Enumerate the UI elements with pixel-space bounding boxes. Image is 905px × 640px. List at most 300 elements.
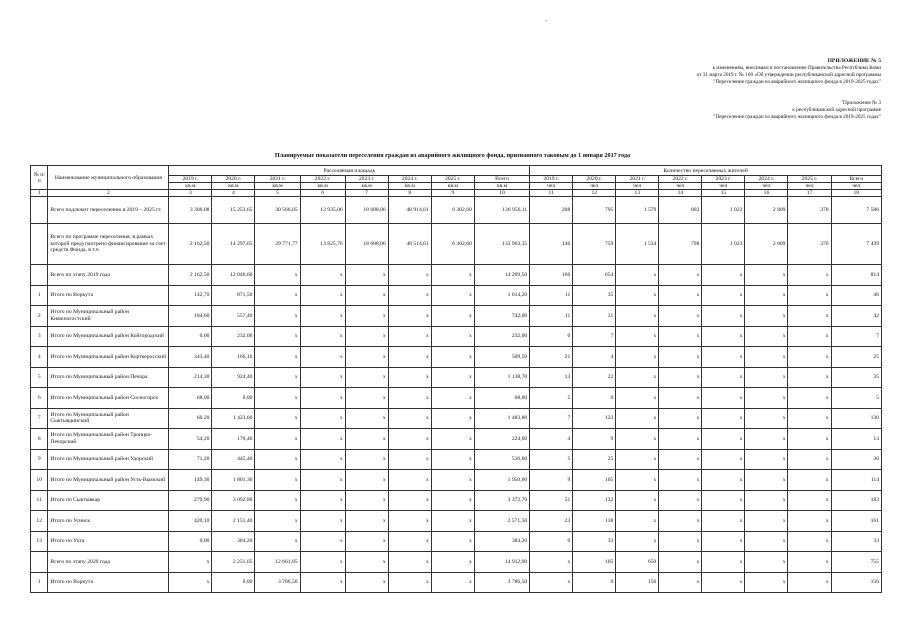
row-value: x — [616, 306, 659, 327]
row-name: Итого по Муниципальный район Корткеросский — [48, 347, 169, 368]
row-value: x — [702, 531, 745, 552]
area-year-header: 2025 г. — [431, 176, 474, 183]
column-index: 18 — [831, 190, 881, 197]
row-value: x — [702, 490, 745, 511]
people-group-header: Количество переселяемых жителей — [530, 166, 882, 176]
row-value: x — [388, 347, 431, 368]
row-name: Итого по Муниципальный район Троицко-Печорский — [48, 429, 169, 450]
row-value: 557,40 — [212, 306, 255, 327]
column-index: 1 — [31, 190, 48, 197]
row-value: x — [388, 306, 431, 327]
row-value: 1 483,80 — [474, 408, 529, 429]
row-value: x — [702, 285, 745, 306]
row-value: x — [345, 552, 388, 573]
table-row — [31, 306, 882, 327]
row-value: x — [345, 367, 388, 388]
row-value: x — [659, 572, 702, 593]
row-value: 7 586 — [831, 197, 881, 224]
row-value: 1 534 — [616, 224, 659, 265]
row-value: x — [745, 326, 788, 347]
row-value: 48 514,61 — [388, 224, 431, 265]
appendix-header — [551, 58, 881, 121]
row-value: 133 963,35 — [474, 224, 529, 265]
row-value: x — [745, 306, 788, 327]
row-value: 1 023 — [702, 224, 745, 265]
row-value: 130 — [831, 408, 881, 429]
row-value: x — [255, 429, 300, 450]
row-name: Всего по программе переселения, в рамках которой предусмотрено финансирование за счет средств Фонда, в т.ч. — [48, 224, 169, 265]
row-value: x — [300, 429, 345, 450]
row-value: x — [388, 490, 431, 511]
row-number: 9 — [31, 449, 48, 470]
row-value: x — [431, 470, 474, 491]
row-value: x — [345, 408, 388, 429]
column-index: 10 — [474, 190, 529, 197]
table-row — [31, 449, 882, 470]
table-row — [31, 347, 882, 368]
row-value: x — [616, 511, 659, 532]
row-value: x — [431, 326, 474, 347]
unit-header: чел — [788, 183, 831, 190]
table-row — [31, 388, 882, 409]
row-number: 8 — [31, 429, 48, 450]
row-value: x — [659, 265, 702, 286]
row-value: x — [431, 429, 474, 450]
row-value: 25 — [573, 449, 616, 470]
row-value: x — [745, 408, 788, 429]
row-value: x — [788, 285, 831, 306]
row-value: 35 — [573, 285, 616, 306]
row-value: x — [255, 408, 300, 429]
row-value: 445,40 — [212, 449, 255, 470]
row-value: 1 950,60 — [474, 470, 529, 491]
row-value: x — [388, 265, 431, 286]
row-value: x — [431, 511, 474, 532]
row-value: x — [431, 388, 474, 409]
row-value: 11 — [530, 306, 573, 327]
row-value: x — [300, 326, 345, 347]
row-value: 0 — [530, 326, 573, 347]
row-value: 871,50 — [212, 285, 255, 306]
row-value: 7 439 — [831, 224, 881, 265]
row-value: 156 — [831, 572, 881, 593]
row-name: Всего подлежит переселению в 2019 – 2025 гг. — [48, 197, 169, 224]
row-value: x — [255, 306, 300, 327]
table-row — [31, 531, 882, 552]
appendix-line: "Переселение граждан из аварийного жилищного фонда в 2019-2025 годах" — [713, 79, 881, 85]
stray-mark: - — [545, 16, 548, 25]
row-value: 54,20 — [169, 429, 212, 450]
area-group-header: Расселяемая площадь — [169, 166, 530, 176]
row-value: 2 162,50 — [169, 224, 212, 265]
area-year-header: 2019 г. — [169, 176, 212, 183]
table-row — [31, 224, 882, 265]
table-row — [31, 511, 882, 532]
unit-header: кв.м — [212, 183, 255, 190]
column-index: 14 — [659, 190, 702, 197]
row-value: 60,20 — [169, 408, 212, 429]
row-value: x — [788, 449, 831, 470]
row-value: 0,00 — [169, 531, 212, 552]
row-value: 68,00 — [169, 388, 212, 409]
row-value: x — [788, 511, 831, 532]
row-value: 1 014,20 — [474, 285, 529, 306]
row-value: 18 688,06 — [345, 197, 388, 224]
people-year-header: 2020 г. — [573, 176, 616, 183]
unit-header: кв.м — [169, 183, 212, 190]
unit-header: чел — [831, 183, 881, 190]
row-value: x — [788, 490, 831, 511]
row-number — [31, 552, 48, 573]
row-value: x — [530, 572, 573, 593]
row-value: x — [345, 265, 388, 286]
row-value: x — [788, 306, 831, 327]
row-value: 1 423,60 — [212, 408, 255, 429]
people-year-header: 2021 г. — [616, 176, 659, 183]
row-value: x — [300, 490, 345, 511]
row-value: x — [616, 285, 659, 306]
row-value: 214,30 — [169, 367, 212, 388]
row-value: x — [431, 285, 474, 306]
row-value: 208 — [530, 197, 573, 224]
appendix2-line: "Приложение № 3 — [840, 100, 881, 106]
row-value: x — [616, 326, 659, 347]
row-value: x — [300, 347, 345, 368]
table-row — [31, 552, 882, 573]
row-value: 12 935,06 — [300, 197, 345, 224]
row-value: x — [702, 408, 745, 429]
row-value: 105 — [573, 552, 616, 573]
appendix-title: ПРИЛОЖЕНИЕ № 5 — [827, 58, 881, 64]
row-value: 14 912,90 — [474, 552, 529, 573]
row-value: 12 661,85 — [255, 552, 300, 573]
table-row — [31, 470, 882, 491]
column-index: 7 — [345, 190, 388, 197]
row-value: 14 209,50 — [474, 265, 529, 286]
row-value: x — [255, 470, 300, 491]
row-value: 2 151,40 — [212, 511, 255, 532]
unit-header: кв.м — [345, 183, 388, 190]
people-total-header: Всего — [831, 176, 881, 183]
appendix-line: к изменениям, вносимым в постановление Правительства Республики Коми — [712, 65, 881, 71]
row-value: x — [788, 552, 831, 573]
unit-header: кв.м — [300, 183, 345, 190]
row-value: x — [345, 388, 388, 409]
row-value: 5 — [831, 388, 881, 409]
row-value: x — [616, 449, 659, 470]
people-year-header: 2025 г. — [788, 176, 831, 183]
column-index: 4 — [212, 190, 255, 197]
area-year-header: 2021 г. — [255, 176, 300, 183]
row-value: x — [659, 470, 702, 491]
row-value: x — [702, 449, 745, 470]
row-value: x — [745, 265, 788, 286]
row-value: x — [702, 306, 745, 327]
row-value: x — [702, 388, 745, 409]
row-value: 30 566,05 — [255, 197, 300, 224]
row-value: x — [702, 326, 745, 347]
row-value: x — [745, 490, 788, 511]
row-value: x — [702, 265, 745, 286]
row-value: x — [702, 347, 745, 368]
row-value: x — [300, 511, 345, 532]
row-value: x — [788, 470, 831, 491]
row-value: x — [169, 552, 212, 573]
column-index: 17 — [788, 190, 831, 197]
column-index: 8 — [388, 190, 431, 197]
unit-header: кв.м — [431, 183, 474, 190]
table-row — [31, 197, 882, 224]
row-value: 1 023 — [702, 197, 745, 224]
row-value: x — [788, 531, 831, 552]
row-value: 183 — [831, 490, 881, 511]
row-value: x — [745, 285, 788, 306]
row-value: x — [388, 388, 431, 409]
row-value: 4 — [573, 347, 616, 368]
row-value: x — [255, 449, 300, 470]
row-value: 42 — [831, 306, 881, 327]
row-value: x — [388, 470, 431, 491]
row-name: Итого по Муниципальный район Усть-Вымский — [48, 470, 169, 491]
row-value: 48 914,61 — [388, 197, 431, 224]
row-value: x — [431, 449, 474, 470]
people-year-header: 2019 г. — [530, 176, 573, 183]
row-number — [31, 265, 48, 286]
row-value: 23 — [530, 511, 573, 532]
row-value: 33 — [831, 531, 881, 552]
row-value: 21 — [530, 347, 573, 368]
row-value: x — [431, 408, 474, 429]
row-value: 184,60 — [169, 306, 212, 327]
row-value: x — [616, 408, 659, 429]
row-value: 29 771,77 — [255, 224, 300, 265]
row-value: 0,00 — [212, 572, 255, 593]
row-value: x — [702, 367, 745, 388]
row-value: 0 — [530, 531, 573, 552]
row-value: x — [388, 511, 431, 532]
appendix-line: от 31 марта 2019 г. № 160 «Об утверждении республиканской адресной программы — [696, 72, 881, 78]
row-value: x — [345, 470, 388, 491]
row-value: 105 — [573, 470, 616, 491]
row-number: 5 — [31, 367, 48, 388]
row-name: Всего по этапу 2020 года — [48, 552, 169, 573]
row-value: 160 — [530, 265, 573, 286]
row-value: x — [659, 326, 702, 347]
row-value: x — [745, 429, 788, 450]
row-value: 14 297,65 — [212, 224, 255, 265]
row-value: x — [300, 531, 345, 552]
row-value: 68,00 — [474, 388, 529, 409]
row-value: 33 — [573, 531, 616, 552]
column-index: 9 — [431, 190, 474, 197]
row-value: x — [345, 449, 388, 470]
row-value: 7 — [831, 326, 881, 347]
row-value: 2 809 — [745, 224, 788, 265]
row-value: 1 138,70 — [474, 367, 529, 388]
row-value: x — [659, 552, 702, 573]
row-value: 11 — [530, 285, 573, 306]
row-value: x — [788, 388, 831, 409]
row-value: 22 — [573, 367, 616, 388]
row-value: 5 — [530, 388, 573, 409]
row-value: x — [788, 326, 831, 347]
row-value: x — [255, 511, 300, 532]
row-value: x — [300, 408, 345, 429]
column-index: 6 — [300, 190, 345, 197]
row-value: 3 786,50 — [474, 572, 529, 593]
row-value: x — [616, 367, 659, 388]
people-year-header: 2024 г. — [745, 176, 788, 183]
row-value: x — [788, 429, 831, 450]
row-value: x — [659, 490, 702, 511]
row-value: x — [659, 306, 702, 327]
row-value: x — [300, 470, 345, 491]
column-index: 15 — [702, 190, 745, 197]
column-index: 2 — [48, 190, 169, 197]
row-value: x — [255, 326, 300, 347]
row-value: 0,00 — [212, 388, 255, 409]
area-total-header: Всего — [474, 176, 529, 183]
row-value: 420,10 — [169, 511, 212, 532]
table-row — [31, 490, 882, 511]
row-value: x — [345, 511, 388, 532]
row-value: x — [345, 572, 388, 593]
row-value: 13 — [831, 429, 881, 450]
row-value: x — [345, 347, 388, 368]
unit-header: чел — [616, 183, 659, 190]
row-value: x — [616, 531, 659, 552]
row-value: x — [431, 367, 474, 388]
col-num-header: № п/п — [31, 166, 48, 190]
row-value: 3 786,50 — [255, 572, 300, 593]
column-index: 11 — [530, 190, 573, 197]
row-value: 149,30 — [169, 470, 212, 491]
row-value: x — [530, 552, 573, 573]
row-value: 370 — [788, 224, 831, 265]
row-value: 1 579 — [616, 197, 659, 224]
row-value: 3 306,08 — [169, 197, 212, 224]
row-value: x — [431, 490, 474, 511]
row-value: 7 — [573, 326, 616, 347]
area-year-header: 2024 г. — [388, 176, 431, 183]
table-row — [31, 265, 882, 286]
row-value: 166,10 — [212, 347, 255, 368]
people-year-header: 2023 г. — [702, 176, 745, 183]
row-number: 4 — [31, 347, 48, 368]
row-value: x — [255, 367, 300, 388]
row-name: Итого по Муниципальный район Сыктывдинский — [48, 408, 169, 429]
row-value: 13 — [530, 367, 573, 388]
row-name: Итого по Муниципальный район Удорский — [48, 449, 169, 470]
row-value: 71,20 — [169, 449, 212, 470]
column-index: 12 — [573, 190, 616, 197]
row-value: x — [388, 531, 431, 552]
row-value: 3 092,80 — [212, 490, 255, 511]
row-value: 509,50 — [474, 347, 529, 368]
row-value: x — [388, 408, 431, 429]
row-value: 798 — [659, 224, 702, 265]
row-value: 31 — [573, 306, 616, 327]
row-value: 123 — [573, 408, 616, 429]
table-row — [31, 367, 882, 388]
row-value: x — [300, 306, 345, 327]
row-name: Всего по этапу 2019 года — [48, 265, 169, 286]
row-value: 802 — [659, 197, 702, 224]
row-value: x — [345, 306, 388, 327]
row-value: x — [702, 552, 745, 573]
row-name: Итого по Усинск — [48, 511, 169, 532]
row-number: 12 — [31, 511, 48, 532]
row-value: x — [616, 265, 659, 286]
col-name-header: Наименование муниципального образования — [48, 166, 169, 190]
area-year-header: 2020 г. — [212, 176, 255, 183]
row-number: 10 — [31, 470, 48, 491]
row-number: 7 — [31, 408, 48, 429]
row-value: x — [745, 388, 788, 409]
row-number — [31, 224, 48, 265]
row-value: x — [388, 285, 431, 306]
row-value: x — [745, 511, 788, 532]
row-value: x — [788, 265, 831, 286]
row-value: x — [388, 367, 431, 388]
row-value: 742,00 — [474, 306, 529, 327]
row-value: 4 — [530, 429, 573, 450]
row-value: 51 — [530, 490, 573, 511]
unit-header: чел — [659, 183, 702, 190]
unit-header: кв.м — [474, 183, 529, 190]
row-number: 6 — [31, 388, 48, 409]
row-value: 138 — [573, 511, 616, 532]
row-value: x — [788, 572, 831, 593]
row-value: x — [745, 449, 788, 470]
row-number — [31, 197, 48, 224]
table-row — [31, 429, 882, 450]
row-value: x — [702, 511, 745, 532]
row-name: Итого по Муниципальный район Койгородский — [48, 326, 169, 347]
row-value: x — [659, 388, 702, 409]
row-value: x — [659, 367, 702, 388]
row-value: x — [255, 531, 300, 552]
resettlement-table — [30, 165, 882, 593]
row-value: x — [300, 388, 345, 409]
row-value: 814 — [831, 265, 881, 286]
row-value: 795 — [573, 197, 616, 224]
row-value: x — [431, 531, 474, 552]
row-value: 114 — [831, 470, 881, 491]
row-value: x — [659, 511, 702, 532]
unit-header: кв.м — [255, 183, 300, 190]
column-index: 13 — [616, 190, 659, 197]
row-value: 15 253,65 — [212, 197, 255, 224]
row-value: x — [388, 552, 431, 573]
row-value: 370 — [788, 197, 831, 224]
row-value: x — [345, 531, 388, 552]
row-name: Итого по Муниципальный район Сосногорск — [48, 388, 169, 409]
row-value: 3 372,70 — [474, 490, 529, 511]
table-row — [31, 408, 882, 429]
unit-header: кв.м — [388, 183, 431, 190]
row-value: x — [659, 285, 702, 306]
row-value: 18 688,06 — [345, 224, 388, 265]
column-index: 3 — [169, 190, 212, 197]
row-value: 12 046,60 — [212, 265, 255, 286]
row-value: 759 — [573, 224, 616, 265]
area-year-header: 2022 г. — [300, 176, 345, 183]
row-value: x — [616, 347, 659, 368]
row-value: 232,00 — [474, 326, 529, 347]
row-value: 25 — [831, 347, 881, 368]
row-value: 146 — [530, 224, 573, 265]
